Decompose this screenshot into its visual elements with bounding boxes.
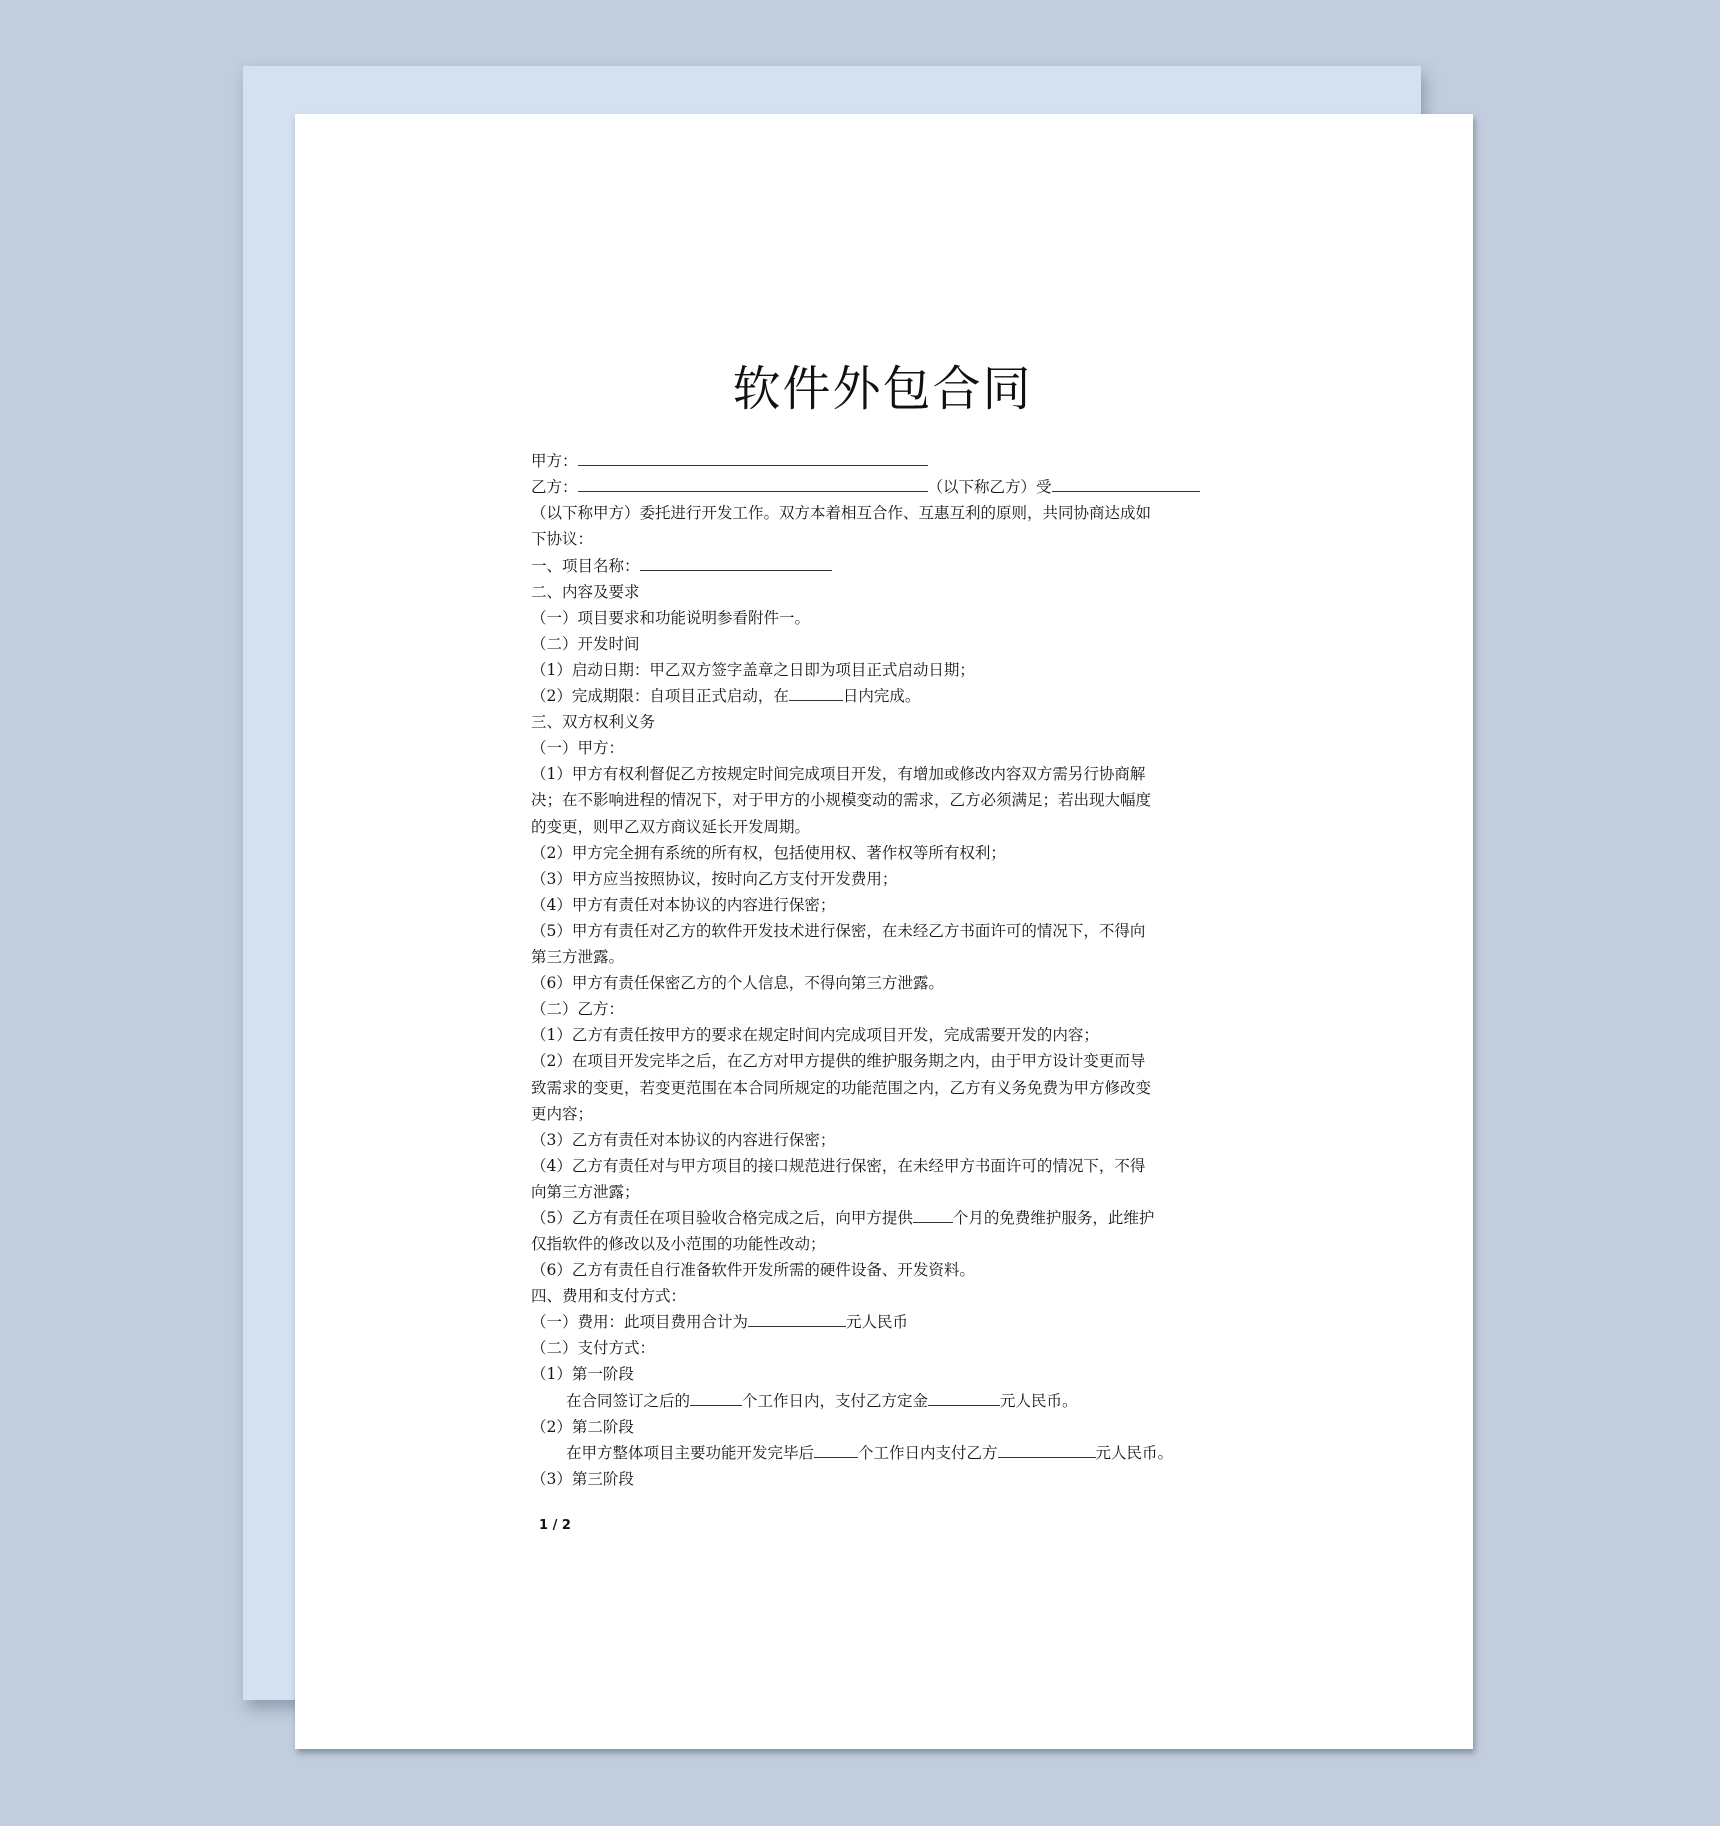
line-text: 元人民币。 [1095,1444,1174,1462]
document-line [531,1101,593,1127]
line-text: 乙方： [531,478,578,496]
document-line [531,1153,1145,1179]
line-text: （5）乙方有责任在项目验收合格完成之后，向甲方提供 [531,1209,913,1227]
line-text: （二）支付方式： [531,1339,656,1357]
document-line [566,1388,1078,1414]
document-line [531,474,1200,500]
line-text: （2）完成期限：自项目正式启动，在 [531,687,789,705]
document-line [531,1075,1151,1101]
fill-in-blank[interactable] [578,476,928,492]
line-text: 致需求的变更，若变更范围在本合同所规定的功能范围之内，乙方有义务免费为甲方修改变 [531,1079,1152,1097]
line-text: 仅指软件的修改以及小范围的功能性改动； [531,1235,826,1253]
line-text: （6）乙方有责任自行准备软件开发所需的硬件设备、开发资料。 [531,1261,975,1279]
line-text: （1）乙方有责任按甲方的要求在规定时间内完成项目开发，完成需要开发的内容； [531,1026,1099,1044]
line-text: （1）第一阶段 [531,1365,634,1383]
line-text: （5）甲方有责任对乙方的软件开发技术进行保密，在未经乙方书面许可的情况下，不得向 [531,922,1146,940]
document-line [531,814,810,840]
document-line [531,970,944,996]
fill-in-blank[interactable] [640,555,832,571]
line-text: （2）第二阶段 [531,1418,634,1436]
document-line [531,787,1151,813]
line-text: （以下称甲方）委托进行开发工作。双方本着相互合作、互惠互利的原则，共同协商达成如 [531,504,1152,522]
line-text: （以下称乙方）受 [927,478,1052,496]
line-text: 的变更，则甲乙双方商议延长开发周期。 [531,818,811,836]
fill-in-blank[interactable] [814,1442,858,1458]
document-line [531,657,975,683]
line-text: 四、费用和支付方式： [531,1287,687,1305]
document-line [531,1361,634,1387]
line-text: （3）第三阶段 [531,1470,634,1488]
document-line [531,1335,655,1361]
line-text: 第三方泄露。 [531,948,625,966]
fill-in-blank[interactable] [748,1311,846,1327]
page-number: 1 / 2 [539,1518,571,1533]
document-line [531,1283,686,1309]
line-text: 个工作日内，支付乙方定金 [742,1392,929,1410]
document-line [531,1466,634,1492]
fill-in-blank[interactable] [789,685,843,701]
line-text: （4）甲方有责任对本协议的内容进行保密； [531,896,836,914]
line-text: （1）甲方有权利督促乙方按规定时间完成项目开发，有增加或修改内容双方需另行协商解 [531,765,1146,783]
document-line [531,526,593,552]
line-text: （一）甲方： [531,739,625,757]
line-text: 在甲方整体项目主要功能开发完毕后 [566,1444,815,1462]
line-text: 下协议： [531,530,594,548]
document-line [531,1257,975,1283]
line-text: 个月的免费维护服务，此维护 [952,1209,1155,1227]
line-text: （4）乙方有责任对与甲方项目的接口规范进行保密，在未经甲方书面许可的情况下，不得 [531,1157,1146,1175]
document-line [531,709,655,735]
line-text: （1）启动日期：甲乙双方签字盖章之日即为项目正式启动日期； [531,661,975,679]
document-line [531,1414,634,1440]
line-text: （6）甲方有责任保密乙方的个人信息，不得向第三方泄露。 [531,974,944,992]
line-text: （3）乙方有责任对本协议的内容进行保密； [531,1131,836,1149]
document-line [531,1022,1099,1048]
fill-in-blank[interactable] [913,1207,953,1223]
document-line [531,553,832,579]
line-text: 元人民币。 [1000,1392,1078,1410]
line-text: 甲方： [531,452,578,470]
document-line [531,500,1151,526]
line-text: 更内容； [531,1105,594,1123]
line-text: 决；在不影响进程的情况下，对于甲方的小规模变动的需求，乙方必须满足；若出现大幅度 [531,791,1152,809]
line-text: 三、双方权利义务 [531,713,656,731]
document-line [531,761,1145,787]
line-text: （3）甲方应当按照协议，按时向乙方支付开发费用； [531,870,898,888]
line-text: 个工作日内支付乙方 [858,1444,998,1462]
line-text: 元人民币 [846,1313,909,1331]
document-line [531,1205,1154,1231]
line-text: 日内完成。 [842,687,921,705]
document-title: 软件外包合同 [732,361,1033,417]
document-line [531,944,624,970]
fill-in-blank[interactable] [690,1390,742,1406]
line-text: （一）项目要求和功能说明参看附件一。 [531,609,811,627]
document-line [531,1309,908,1335]
line-text: 一、项目名称： [531,557,640,575]
document-line [531,840,1006,866]
document-line [531,1179,640,1205]
document-line [531,892,835,918]
line-text: （二）开发时间 [531,635,640,653]
document-line [531,918,1145,944]
line-text: 在合同签订之后的 [566,1392,691,1410]
document-line [531,1231,826,1257]
document-line [531,866,897,892]
document-line [566,1440,1173,1466]
document-line [531,631,640,657]
fill-in-blank[interactable] [928,1390,1000,1406]
document-line [531,683,920,709]
line-text: （2）甲方完全拥有系统的所有权，包括使用权、著作权等所有权利； [531,844,1006,862]
document-line [531,735,624,761]
document-line [531,579,640,605]
fill-in-blank[interactable] [578,450,928,466]
document-line [531,448,928,474]
document-line [531,605,810,631]
line-text: （2）在项目开发完毕之后，在乙方对甲方提供的维护服务期之内，由于甲方设计变更而导 [531,1052,1146,1070]
document-line [531,996,624,1022]
line-text: 向第三方泄露； [531,1183,640,1201]
document-line [531,1048,1145,1074]
line-text: （一）费用：此项目费用合计为 [531,1313,749,1331]
line-text: 二、内容及要求 [531,583,640,601]
document-line [531,1127,835,1153]
fill-in-blank[interactable] [1052,476,1200,492]
line-text: （二）乙方： [531,1000,625,1018]
fill-in-blank[interactable] [998,1442,1096,1458]
